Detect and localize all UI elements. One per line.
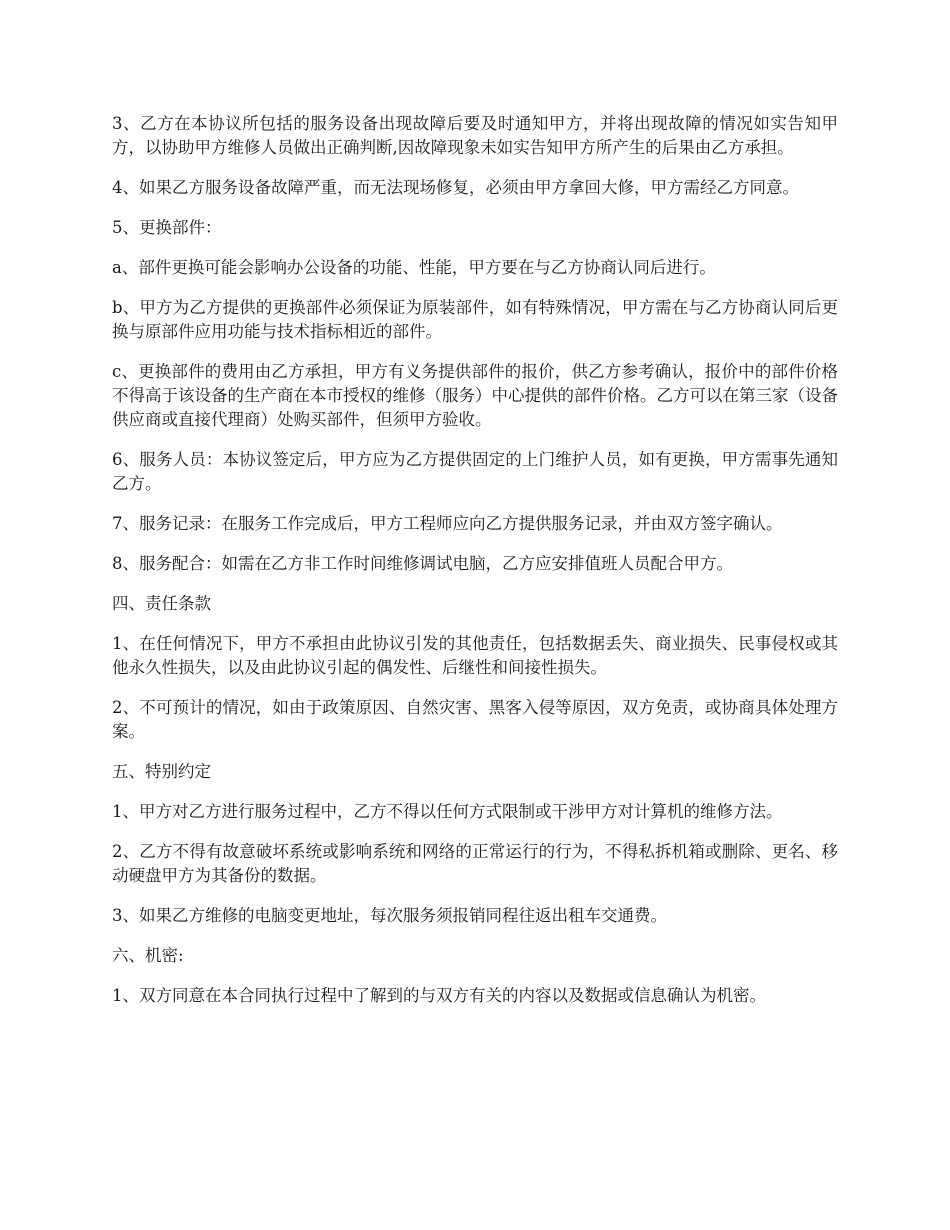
clause-5c: c、更换部件的费用由乙方承担，甲方有义务提供部件的报价，供乙方参考确认，报价中的部件价格不得高于该设备的生产商在本市授权的维修（服务）中心提供的部件价格。乙方可以在第三家（设备供应商或直接代理商）处购买部件，但须甲方验收。 (112, 362, 838, 429)
special-terms-clause-2: 2、乙方不得有故意破坏系统或影响系统和网络的正常运行的行为，不得私拆机箱或删除、更名、移动硬盘甲方为其备份的数据。 (112, 842, 838, 885)
clause-3-fault-notification: 3、乙方在本协议所包括的服务设备出现故障后要及时通知甲方，并将出现故障的情况如实告知甲方，以协助甲方维修人员做出正确判断,因故障现象未如实告知甲方所产生的后果由乙方承担。 (112, 114, 838, 157)
clause-6-service-staff: 6、服务人员：本协议签定后，甲方应为乙方提供固定的上门维护人员，如有更换，甲方需事先通知乙方。 (112, 450, 838, 493)
document-page (112, 112, 838, 1024)
clause-4-major-repair: 4、如果乙方服务设备故障严重，而无法现场修复，必须由甲方拿回大修，甲方需经乙方同意。 (112, 178, 799, 197)
section-heading-confidentiality: 六、机密: (112, 946, 184, 965)
special-terms-clause-1: 1、甲方对乙方进行服务过程中，乙方不得以任何方式限制或干涉甲方对计算机的维修方法。 (112, 802, 783, 821)
special-terms-clause-3: 3、如果乙方维修的电脑变更地址，每次服务须报销同程往返出租车交通费。 (112, 906, 667, 925)
liability-clause-1: 1、在任何情况下，甲方不承担由此协议引发的其他责任，包括数据丢失、商业损失、民事侵权或其他永久性损失，以及由此协议引起的偶发性、后继性和间接性损失。 (112, 634, 838, 677)
clause-8-service-cooperation: 8、服务配合：如需在乙方非工作时间维修调试电脑，乙方应安排值班人员配合甲方。 (112, 554, 733, 573)
clause-7-service-records: 7、服务记录：在服务工作完成后，甲方工程师应向乙方提供服务记录，并由双方签字确认。 (112, 514, 783, 533)
section-heading-liability: 四、责任条款 (112, 594, 211, 613)
clause-5b: b、甲方为乙方提供的更换部件必须保证为原装部件，如有特殊情况，甲方需在与乙方协商认同后更换与原部件应用功能与技术指标相近的部件。 (112, 298, 838, 341)
section-heading-special-terms: 五、特别约定 (112, 762, 211, 781)
liability-clause-2: 2、不可预计的情况，如由于政策原因、自然灾害、黑客入侵等原因，双方免责，或协商具体处理方案。 (112, 698, 838, 741)
clause-5a: a、部件更换可能会影响办公设备的功能、性能，甲方要在与乙方协商认同后进行。 (112, 258, 716, 277)
clause-5-heading-parts-replacement: 5、更换部件： (112, 218, 222, 237)
confidentiality-clause-1: 1、双方同意在本合同执行过程中了解到的与双方有关的内容以及数据或信息确认为机密。 (112, 986, 766, 1005)
